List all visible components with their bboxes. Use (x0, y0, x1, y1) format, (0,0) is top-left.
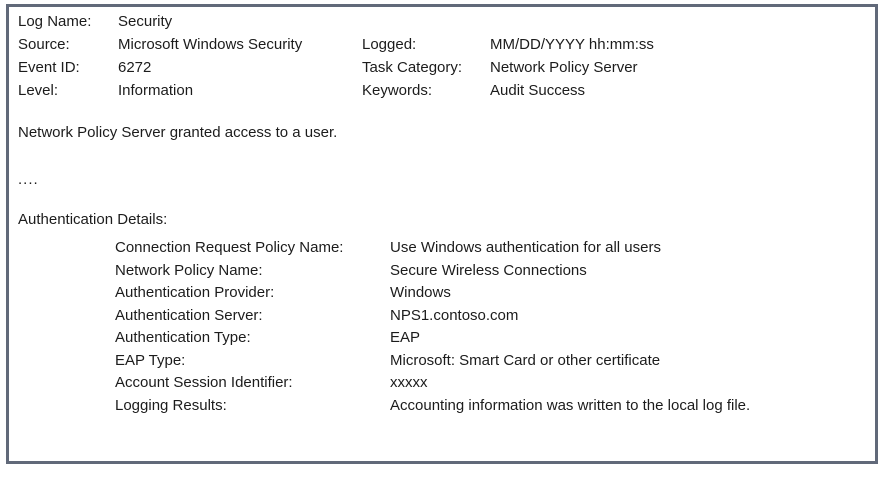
detail-row-logging-results (18, 395, 871, 418)
detail-row-authentication-provider (18, 282, 871, 305)
event-log-content (18, 10, 871, 417)
connection-request-policy-label: Connection Request Policy Name: (115, 239, 344, 256)
logged-value: MM/DD/YYYY hh:mm:ss (490, 36, 654, 53)
event-description: Network Policy Server granted access to a user. (18, 124, 338, 141)
event-header (18, 10, 871, 102)
connection-request-policy-value: Use Windows authentication for all users (390, 239, 661, 256)
event-id-label: Event ID: (18, 59, 80, 76)
header-row-eventid-taskcategory (18, 56, 871, 79)
log-name-value: Security (118, 13, 173, 30)
source-value: Microsoft Windows Security (118, 36, 303, 53)
detail-row-connection-request-policy (18, 237, 871, 260)
keywords-value: Audit Success (490, 82, 586, 99)
level-value: Information (118, 82, 194, 99)
account-session-identifier-label: Account Session Identifier: (115, 374, 293, 391)
event-log-frame (6, 4, 878, 464)
header-value-spacer (490, 10, 871, 33)
level-label: Level: (18, 82, 59, 99)
account-session-identifier-value: xxxxx (390, 374, 428, 391)
authentication-server-value: NPS1.contoso.com (390, 306, 519, 324)
authentication-details-title: Authentication Details: (18, 211, 168, 228)
log-name-label: Log Name: (18, 13, 92, 30)
authentication-provider-label: Authentication Provider: (115, 284, 275, 301)
ellipsis-text: .... (18, 171, 39, 188)
event-id-value: 6272 (118, 59, 152, 76)
detail-row-authentication-type (18, 327, 871, 350)
logging-results-value: Accounting information was written to the local log file. (390, 396, 751, 414)
authentication-server-label: Authentication Server: (115, 306, 263, 324)
header-row-source-logged (18, 33, 871, 56)
authentication-provider-value: Windows (390, 284, 451, 301)
detail-row-eap-type (18, 350, 871, 373)
network-policy-name-value: Secure Wireless Connections (390, 261, 587, 279)
authentication-type-value: EAP (390, 329, 421, 346)
detail-row-account-session-identifier (18, 372, 871, 395)
logging-results-label: Logging Results: (115, 396, 227, 414)
authentication-type-label: Authentication Type: (115, 329, 251, 346)
source-label: Source: (18, 36, 70, 53)
keywords-label: Keywords: (362, 82, 433, 99)
header-label-spacer (362, 10, 490, 33)
detail-row-authentication-server (18, 305, 871, 328)
header-row-level-keywords (18, 79, 871, 102)
eap-type-value: Microsoft: Smart Card or other certificate (390, 351, 661, 369)
header-row-log-name (18, 10, 871, 33)
network-policy-name-label: Network Policy Name: (115, 261, 263, 279)
logged-label: Logged: (362, 36, 417, 53)
eap-type-label: EAP Type: (115, 351, 186, 369)
detail-row-network-policy-name (18, 260, 871, 283)
task-category-label: Task Category: (362, 59, 463, 76)
task-category-value: Network Policy Server (490, 59, 638, 76)
authentication-details-list (18, 237, 871, 417)
